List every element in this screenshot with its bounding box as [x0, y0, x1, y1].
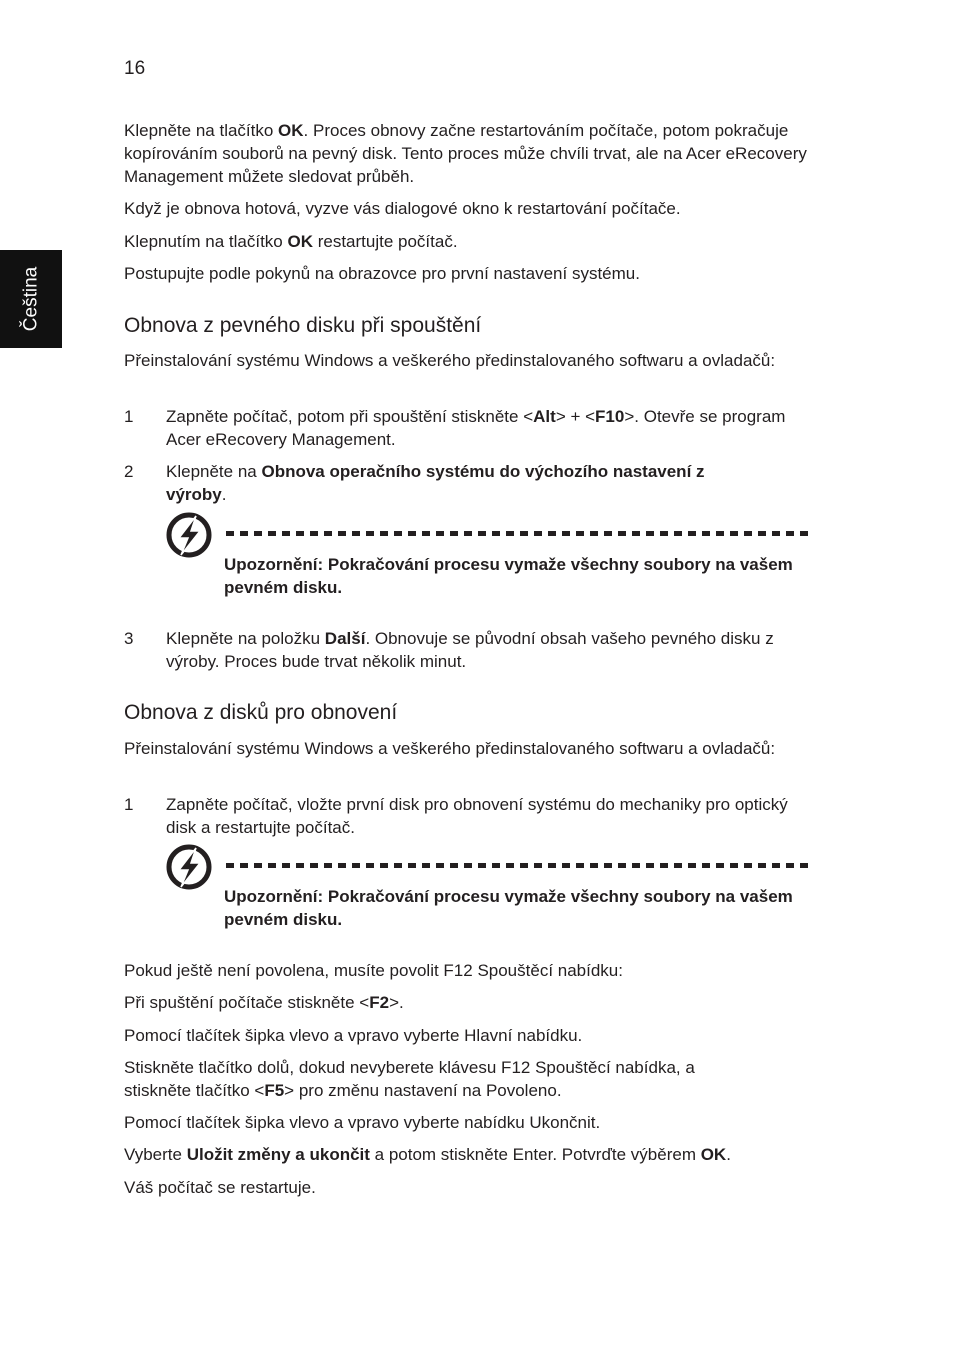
section2-intro: Přeinstalování systému Windows a veškerého předinstalovaného softwaru a ovladačů:: [124, 739, 776, 758]
step-number: 1: [124, 795, 134, 814]
section-heading-discs: Obnova z disků pro obnovení: [124, 701, 398, 724]
section1-step-2: Klepněte na Obnova operačního systému do výchozího nastavení z výroby.: [166, 462, 705, 504]
section1-step-3: Klepněte na položku Další. Obnovuje se původní obsah vašeho pevného disku z výroby. Proces bude trvat několik minut.: [166, 629, 774, 671]
section2-paragraph-6: Vyberte Uložit změny a ukončit a potom stiskněte Enter. Potvrďte výběrem OK.: [124, 1145, 731, 1164]
language-tab: [0, 250, 62, 348]
section2-paragraph-2: Při spuštění počítače stiskněte <F2>.: [124, 993, 404, 1012]
warning-lightning-icon: [166, 512, 212, 558]
intro-paragraph-3: Klepnutím na tlačítko OK restartujte počítač.: [124, 232, 458, 251]
warning-text: Upozornění: Pokračování procesu vymaže všechny soubory na vašem pevném disku.: [224, 555, 793, 597]
intro-paragraph-2: Když je obnova hotová, vyzve vás dialogové okno k restartování počítače.: [124, 199, 681, 218]
section2-paragraph-5: Pomocí tlačítek šipka vlevo a vpravo vyberte nabídku Ukončnit.: [124, 1113, 601, 1132]
section-heading-hdd: Obnova z pevného disku při spouštění: [124, 314, 482, 337]
step-number: 1: [124, 407, 134, 426]
page-number: 16: [124, 58, 146, 79]
language-tab-label: Čeština: [20, 266, 42, 332]
intro-paragraph-4: Postupujte podle pokynů na obrazovce pro první nastavení systému.: [124, 264, 640, 283]
step-number: 2: [124, 462, 134, 481]
step-number: 3: [124, 629, 134, 648]
section2-paragraph-7: Váš počítač se restartuje.: [124, 1178, 316, 1197]
section1-step-1: Zapněte počítač, potom při spouštění stiskněte <Alt> + <F10>. Otevře se program Acer eRecovery Management.: [166, 407, 786, 449]
warning-divider: [226, 863, 810, 868]
section2-paragraph-4: Stiskněte tlačítko dolů, dokud nevyberete klávesu F12 Spouštěcí nabídka, a stiskněte tlačítko <F5> pro změnu nastavení na Povoleno.: [124, 1058, 695, 1100]
section2-step-1: Zapněte počítač, vložte první disk pro obnovení systému do mechaniky pro optický disk a restartujte počítač.: [166, 795, 788, 837]
warning-lightning-icon: [166, 844, 212, 890]
section2-paragraph-3: Pomocí tlačítek šipka vlevo a vpravo vyberte Hlavní nabídku.: [124, 1026, 583, 1045]
section1-intro: Přeinstalování systému Windows a veškerého předinstalovaného softwaru a ovladačů:: [124, 351, 776, 370]
warning-divider: [226, 531, 810, 536]
section2-paragraph-1: Pokud ještě není povolena, musíte povolit F12 Spouštěcí nabídku:: [124, 961, 623, 980]
warning-text: Upozornění: Pokračování procesu vymaže všechny soubory na vašem pevném disku.: [224, 887, 793, 929]
intro-paragraph-1: Klepněte na tlačítko OK. Proces obnovy začne restartováním počítače, potom pokračuje kopírováním souborů na pevný disk. Tento proces může chvíli trvat, ale na Acer eRecovery Management můžete sledovat průběh.: [124, 121, 807, 186]
